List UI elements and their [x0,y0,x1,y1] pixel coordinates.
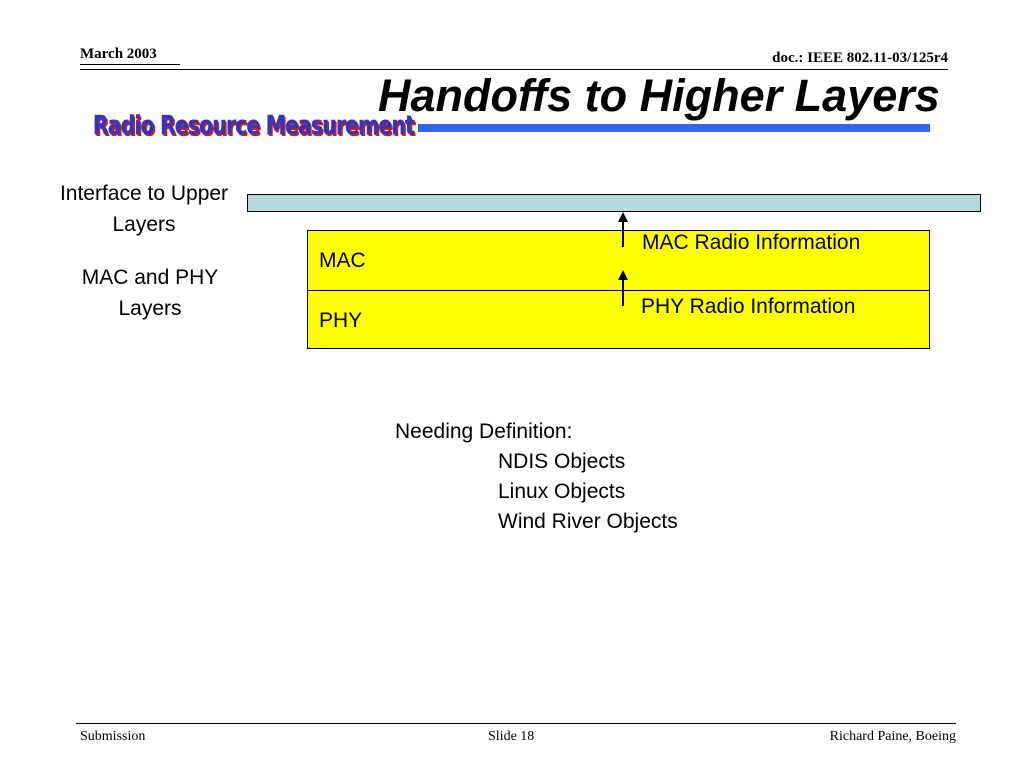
needing-definition-heading: Needing Definition: [395,420,573,443]
label-interface-upper-layers: Interface to Upper Layers [59,182,229,236]
title-underline-bar [418,124,930,132]
needing-definition-item: Wind River Objects [498,510,678,533]
phy-info-arrow-shaft [622,278,624,306]
slide-title: Handoffs to Higher Layers [378,70,940,121]
header-date-underline [80,64,180,65]
mac-phy-divider [307,290,930,291]
mac-radio-information-label: MAC Radio Information [642,231,861,254]
footer-submission: Submission [80,729,146,744]
phy-layer-label: PHY [319,309,363,332]
upper-layer-interface-bar [247,194,981,212]
footer-author: Richard Paine, Boeing [829,729,956,744]
phy-info-arrow-up-icon [618,270,628,280]
radio-resource-measurement-logo: Radio Resource Measurement [93,111,415,141]
mac-info-arrow-shaft [622,220,624,247]
header-doc-id: doc.: IEEE 802.11-03/125r4 [772,50,948,66]
mac-info-arrow-up-icon [618,212,628,222]
phy-radio-information-label: PHY Radio Information [641,295,856,318]
label-mac-phy-layers: MAC and PHY Layers [81,266,219,320]
needing-definition-item: NDIS Objects [498,450,626,473]
needing-definition-item: Linux Objects [498,480,626,503]
footer-slide-number: Slide 18 [488,729,535,744]
header-date: March 2003 [80,46,157,62]
mac-layer-label: MAC [319,249,366,272]
footer-rule [76,723,956,724]
